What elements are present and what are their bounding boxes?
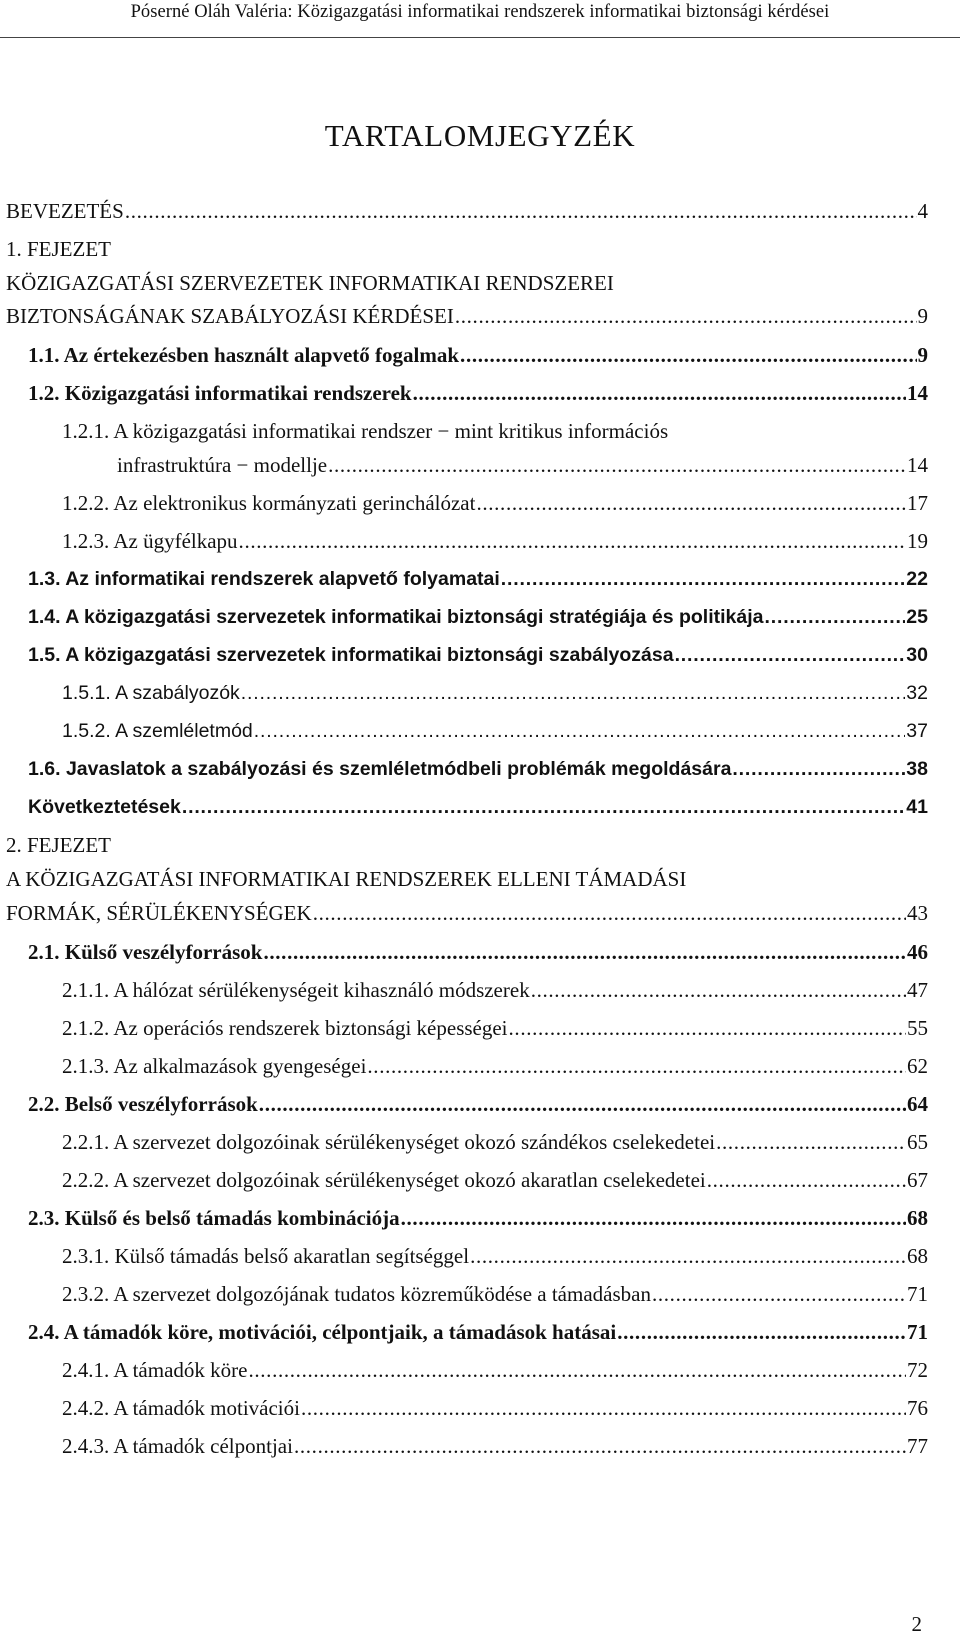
toc-entry bbox=[0, 414, 960, 448]
toc-page-number: 77 bbox=[907, 1434, 928, 1458]
toc-page-number: 72 bbox=[907, 1358, 928, 1382]
toc-dot-leader bbox=[765, 600, 906, 634]
toc-page-number: 17 bbox=[907, 491, 928, 515]
toc-entry-text: 1.4. A közigazgatási szervezetek informatikai biztonsági stratégiája és politikája bbox=[28, 606, 764, 628]
toc-entry bbox=[0, 232, 960, 266]
toc-dot-leader bbox=[455, 299, 917, 333]
toc-entry bbox=[0, 338, 960, 372]
toc-page-number: 14 bbox=[907, 453, 928, 477]
toc-entry-text: FORMÁK, SÉRÜLÉKENYSÉGEK bbox=[6, 901, 312, 925]
toc-entry bbox=[0, 1391, 960, 1425]
toc-heading-text: 1. FEJEZET bbox=[6, 237, 111, 261]
toc-entry-text: BIZTONSÁGÁNAK SZABÁLYOZÁSI KÉRDÉSEI bbox=[6, 304, 454, 328]
toc-dot-leader bbox=[328, 448, 906, 482]
toc-page-number: 30 bbox=[906, 644, 928, 666]
toc-entry-text: 1.2.2. Az elektronikus kormányzati gerinchálózat bbox=[62, 491, 476, 515]
toc-entry bbox=[0, 1353, 960, 1387]
toc-entry-row bbox=[28, 562, 928, 596]
toc-page-number: 76 bbox=[907, 1396, 928, 1420]
toc-dot-leader bbox=[732, 752, 905, 786]
toc-dot-leader bbox=[675, 638, 906, 672]
toc-entry-text: 1.5. A közigazgatási szervezetek informatikai biztonsági szabályozása bbox=[28, 644, 674, 666]
toc-entry-text: 2.3.2. A szervezet dolgozójának tudatos közreműködése a támadásban bbox=[62, 1282, 651, 1306]
toc-entry-text: 1.6. Javaslatok a szabályozási és szemléletmódbeli problémák megoldására bbox=[28, 758, 732, 780]
toc-page-number: 67 bbox=[907, 1168, 928, 1192]
toc-entry-text: 1.1. Az értekezésben használt alapvető fogalmak bbox=[28, 343, 460, 367]
toc-entry bbox=[0, 1011, 960, 1045]
toc-entry-text: 2.4. A támadók köre, motivációi, célpontjaik, a támadások hatásai bbox=[28, 1320, 617, 1344]
toc-entry bbox=[0, 1239, 960, 1273]
toc-entry bbox=[0, 562, 960, 596]
toc-entry-row bbox=[28, 600, 928, 634]
toc-entry-row bbox=[62, 1391, 928, 1425]
toc-page-number: 41 bbox=[906, 796, 928, 818]
toc-entry bbox=[0, 266, 960, 300]
toc-dot-leader bbox=[254, 714, 906, 748]
toc-entry bbox=[0, 299, 960, 333]
toc-dot-leader bbox=[301, 1391, 906, 1425]
toc-entry-text: 1.3. Az informatikai rendszerek alapvető folyamatai bbox=[28, 568, 500, 590]
toc-page-number: 22 bbox=[906, 568, 928, 590]
toc-entry-row bbox=[62, 1239, 928, 1273]
toc-entry bbox=[0, 1277, 960, 1311]
toc-entry-row bbox=[6, 896, 928, 930]
toc-dot-leader bbox=[248, 1353, 906, 1387]
toc-entry bbox=[0, 448, 960, 482]
toc-entry-text: 2.2.2. A szervezet dolgozóinak sérülékenységet okozó akaratlan cselekedetei bbox=[62, 1168, 706, 1192]
toc-entry bbox=[0, 1087, 960, 1121]
toc-entry-text: 1.5.1. A szabályozók bbox=[62, 682, 240, 704]
toc-dot-leader bbox=[501, 562, 906, 596]
toc-entry-row bbox=[28, 1315, 928, 1349]
toc-entry bbox=[0, 790, 960, 824]
toc-entry-text: 1.2.3. Az ügyfélkapu bbox=[62, 529, 238, 553]
toc-page-number: 14 bbox=[907, 381, 928, 405]
toc-page-number: 19 bbox=[907, 529, 928, 553]
toc-entry-row bbox=[117, 448, 928, 482]
toc-entry bbox=[0, 1049, 960, 1083]
toc-entry bbox=[0, 1125, 960, 1159]
toc-dot-leader bbox=[470, 1239, 906, 1273]
toc-dot-leader bbox=[294, 1429, 906, 1463]
toc-entry-row bbox=[62, 1163, 928, 1197]
toc-entry-row bbox=[28, 935, 928, 969]
toc-dot-leader bbox=[401, 1201, 906, 1235]
toc-entry-row bbox=[6, 299, 928, 333]
toc-heading-text: KÖZIGAZGATÁSI SZERVEZETEK INFORMATIKAI RENDSZEREI bbox=[6, 271, 614, 295]
toc-entry bbox=[0, 973, 960, 1007]
toc-page-number: 32 bbox=[906, 682, 928, 704]
toc-entry-text: 1.5.2. A szemléletmód bbox=[62, 720, 253, 742]
toc-dot-leader bbox=[413, 376, 906, 410]
toc-entry-text: BEVEZETÉS bbox=[6, 199, 124, 223]
toc-entry-row bbox=[28, 638, 928, 672]
toc-entry-text: Következtetések bbox=[28, 796, 181, 818]
toc-entry-row bbox=[28, 376, 928, 410]
toc-dot-leader bbox=[367, 1049, 906, 1083]
toc-page-number: 43 bbox=[907, 901, 928, 925]
toc-entry bbox=[0, 935, 960, 969]
toc-entry-text: 2.2.1. A szervezet dolgozóinak sérülékenységet okozó szándékos cselekedetei bbox=[62, 1130, 716, 1154]
toc-entry bbox=[0, 600, 960, 634]
toc-entry-row bbox=[62, 1277, 928, 1311]
toc-entry-row bbox=[62, 676, 928, 710]
toc-entry-row bbox=[62, 1353, 928, 1387]
page-number: 2 bbox=[911, 1612, 922, 1636]
toc-entry-text: 2.4.1. A támadók köre bbox=[62, 1358, 248, 1382]
toc-dot-leader bbox=[241, 676, 906, 710]
toc-entry-text: 2.2. Belső veszélyforrások bbox=[28, 1092, 258, 1116]
toc-entry-row bbox=[28, 338, 928, 372]
toc-entry-text: 2.4.2. A támadók motivációi bbox=[62, 1396, 300, 1420]
toc-title: TARTALOMJEGYZÉK bbox=[324, 118, 636, 153]
toc-entry bbox=[0, 752, 960, 786]
toc-entry-row bbox=[28, 1201, 928, 1235]
toc-dot-leader bbox=[125, 194, 917, 228]
toc-entry-text: 2.1.2. Az operációs rendszerek biztonsági képességei bbox=[62, 1016, 508, 1040]
toc-entry-row bbox=[28, 790, 928, 824]
toc-page-number: 9 bbox=[917, 343, 928, 367]
toc-entry-row bbox=[62, 1049, 928, 1083]
toc-page-number: 47 bbox=[907, 978, 928, 1002]
toc-entry-row bbox=[28, 752, 928, 786]
toc-page-number: 9 bbox=[917, 304, 928, 328]
toc-page-number: 71 bbox=[907, 1320, 928, 1344]
toc-entry-row bbox=[62, 524, 928, 558]
toc-page-number: 71 bbox=[907, 1282, 928, 1306]
toc-dot-leader bbox=[707, 1163, 906, 1197]
toc-entry bbox=[0, 828, 960, 862]
toc-entry bbox=[0, 1201, 960, 1235]
toc-dot-leader bbox=[239, 524, 906, 558]
toc-entry bbox=[0, 486, 960, 520]
toc-dot-leader bbox=[313, 896, 906, 930]
toc-entry-text: 2.4.3. A támadók célpontjai bbox=[62, 1434, 293, 1458]
toc-dot-leader bbox=[476, 486, 906, 520]
toc-page-number: 68 bbox=[907, 1206, 928, 1230]
toc-dot-leader bbox=[263, 935, 906, 969]
toc-dot-leader bbox=[182, 790, 905, 824]
toc-heading-text: 2. FEJEZET bbox=[6, 833, 111, 857]
toc-entry-row bbox=[62, 486, 928, 520]
toc-entry bbox=[0, 638, 960, 672]
toc-heading-text: A KÖZIGAZGATÁSI INFORMATIKAI RENDSZEREK ELLENI TÁMADÁSI bbox=[6, 867, 687, 891]
toc-entry-row bbox=[62, 1125, 928, 1159]
running-header: Póserné Oláh Valéria: Közigazgatási informatikai rendszerek informatikai biztonsági kérdései bbox=[130, 2, 830, 22]
toc-dot-leader bbox=[259, 1087, 906, 1121]
toc-entry-row bbox=[6, 194, 928, 228]
toc-entry-text: infrastruktúra − modellje bbox=[117, 453, 328, 477]
toc-entry-row bbox=[62, 714, 928, 748]
toc-entry bbox=[0, 862, 960, 896]
toc-dot-leader bbox=[716, 1125, 906, 1159]
toc-entry bbox=[0, 1315, 960, 1349]
toc-entry bbox=[0, 194, 960, 228]
toc-dot-leader bbox=[460, 338, 916, 372]
toc-entry-text: 2.1. Külső veszélyforrások bbox=[28, 940, 263, 964]
toc-entry-row bbox=[62, 1011, 928, 1045]
toc-page-number: 62 bbox=[907, 1054, 928, 1078]
toc-entry-text: 2.3.1. Külső támadás belső akaratlan segítséggel bbox=[62, 1244, 470, 1268]
toc-entry bbox=[0, 524, 960, 558]
toc-page-number: 4 bbox=[917, 199, 928, 223]
toc-page-number: 55 bbox=[907, 1016, 928, 1040]
toc-entry-text: 2.1.1. A hálózat sérülékenységeit kihasználó módszerek bbox=[62, 978, 530, 1002]
toc-entry bbox=[0, 376, 960, 410]
toc-entry-row bbox=[28, 1087, 928, 1121]
toc-dot-leader bbox=[617, 1315, 906, 1349]
toc-entry bbox=[0, 1163, 960, 1197]
toc-page-number: 25 bbox=[906, 606, 928, 628]
toc-entry-text: 1.2. Közigazgatási informatikai rendszerek bbox=[28, 381, 412, 405]
toc-dot-leader bbox=[531, 973, 906, 1007]
toc-entry bbox=[0, 714, 960, 748]
toc-dot-leader bbox=[509, 1011, 906, 1045]
toc-entry-text: 2.1.3. Az alkalmazások gyengeségei bbox=[62, 1054, 367, 1078]
toc-dot-leader bbox=[652, 1277, 906, 1311]
toc-entry-row bbox=[62, 1429, 928, 1463]
toc-heading-text: 1.2.1. A közigazgatási informatikai rendszer − mint kritikus információs bbox=[62, 419, 669, 443]
toc-page-number: 37 bbox=[906, 720, 928, 742]
toc-entry-text: 2.3. Külső és belső támadás kombinációja bbox=[28, 1206, 400, 1230]
toc-page-number: 46 bbox=[907, 940, 928, 964]
toc-page-number: 68 bbox=[907, 1244, 928, 1268]
toc-page-number: 64 bbox=[907, 1092, 928, 1116]
toc-entry bbox=[0, 676, 960, 710]
toc-page-number: 38 bbox=[906, 758, 928, 780]
toc-entry bbox=[0, 1429, 960, 1463]
toc-entry-row bbox=[62, 973, 928, 1007]
toc-page-number: 65 bbox=[907, 1130, 928, 1154]
toc-entry bbox=[0, 896, 960, 930]
